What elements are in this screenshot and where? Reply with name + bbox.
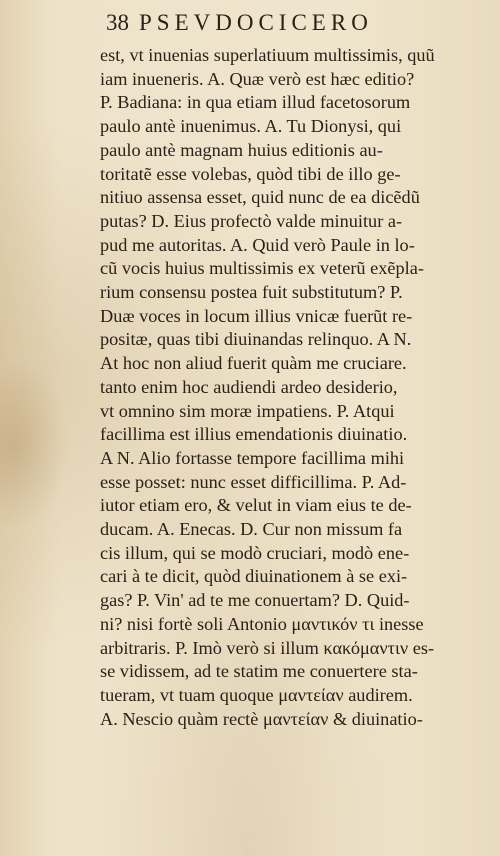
text-line: tanto enim hoc audiendi ardeo desiderio, <box>100 376 398 397</box>
text-line: se vidissem, ad te statim me conuertere sta- <box>100 661 418 682</box>
body-text <box>100 44 490 731</box>
text-line: pud me autoritas. A. Quid verò Paule in lo- <box>100 234 415 255</box>
text-line: iam inueneris. A. Quæ verò est hæc editio? <box>100 68 415 89</box>
text-line: paulo antè magnam huius editionis au- <box>100 139 383 160</box>
text-line: A. Nescio quàm rectè μαντείαν & diuinatio- <box>100 708 423 729</box>
text-line: cari à te dicit, quòd diuinationem à se exi- <box>100 566 408 587</box>
text-line: est, vt inuenias superlatiuum multissimis, quũ <box>100 45 435 65</box>
text-line: tueram, vt tuam quoque μαντείαν audirem. <box>100 684 413 705</box>
page-header <box>106 10 486 40</box>
text-line: ni? nisi fortè soli Antonio μαντικόν τι inesse <box>100 613 424 634</box>
text-line: A N. Alio fortasse tempore facillima mihi <box>100 447 405 468</box>
paper-stain <box>0 360 70 530</box>
text-line: iutor etiam ero, & velut in viam eius te de- <box>100 495 412 516</box>
text-line: cis illum, qui se modò cruciari, modò ene- <box>100 542 410 563</box>
text-line: esse posset: nunc esset difficillima. P. Ad- <box>100 471 407 492</box>
text-line: P. Badiana: in qua etiam illud facetosorum <box>100 92 411 113</box>
text-line: Duæ voces in locum illius vnicæ fuerũt re- <box>100 305 413 326</box>
page-number: 38 <box>106 10 129 35</box>
running-title: PSEVDOCICERO <box>139 10 373 35</box>
text-line: rium consensu postea fuit substitutum? P. <box>100 282 403 303</box>
text-line: facillima est illius emendationis diuinatio. <box>100 424 408 445</box>
text-line: ducam. A. Enecas. D. Cur non missum fa <box>100 519 403 540</box>
text-line: nitiuo assensa esset, quid nunc de ea dicẽdũ <box>100 187 420 208</box>
text-line: gas? P. Vin' ad te me conuertam? D. Quid- <box>100 590 410 611</box>
text-line: putas? D. Eius profectò valde minuitur a- <box>100 210 403 231</box>
text-line: cũ vocis huius multissimis ex veterũ exẽpla- <box>100 258 424 279</box>
text-line: arbitraris. P. Imò verò si illum κακόμαντιν es- <box>100 637 435 658</box>
text-line: paulo antè inuenimus. A. Tu Dionysi, qui <box>100 116 402 137</box>
text-line: vt omnino sim moræ impatiens. P. Atqui <box>100 400 395 421</box>
text-line: At hoc non aliud fuerit quàm me cruciare. <box>100 353 407 374</box>
text-line: positæ, quas tibi diuinandas relinquo. A N. <box>100 329 412 350</box>
text-line: toritatẽ esse volebas, quòd tibi de illo ge- <box>100 163 401 184</box>
